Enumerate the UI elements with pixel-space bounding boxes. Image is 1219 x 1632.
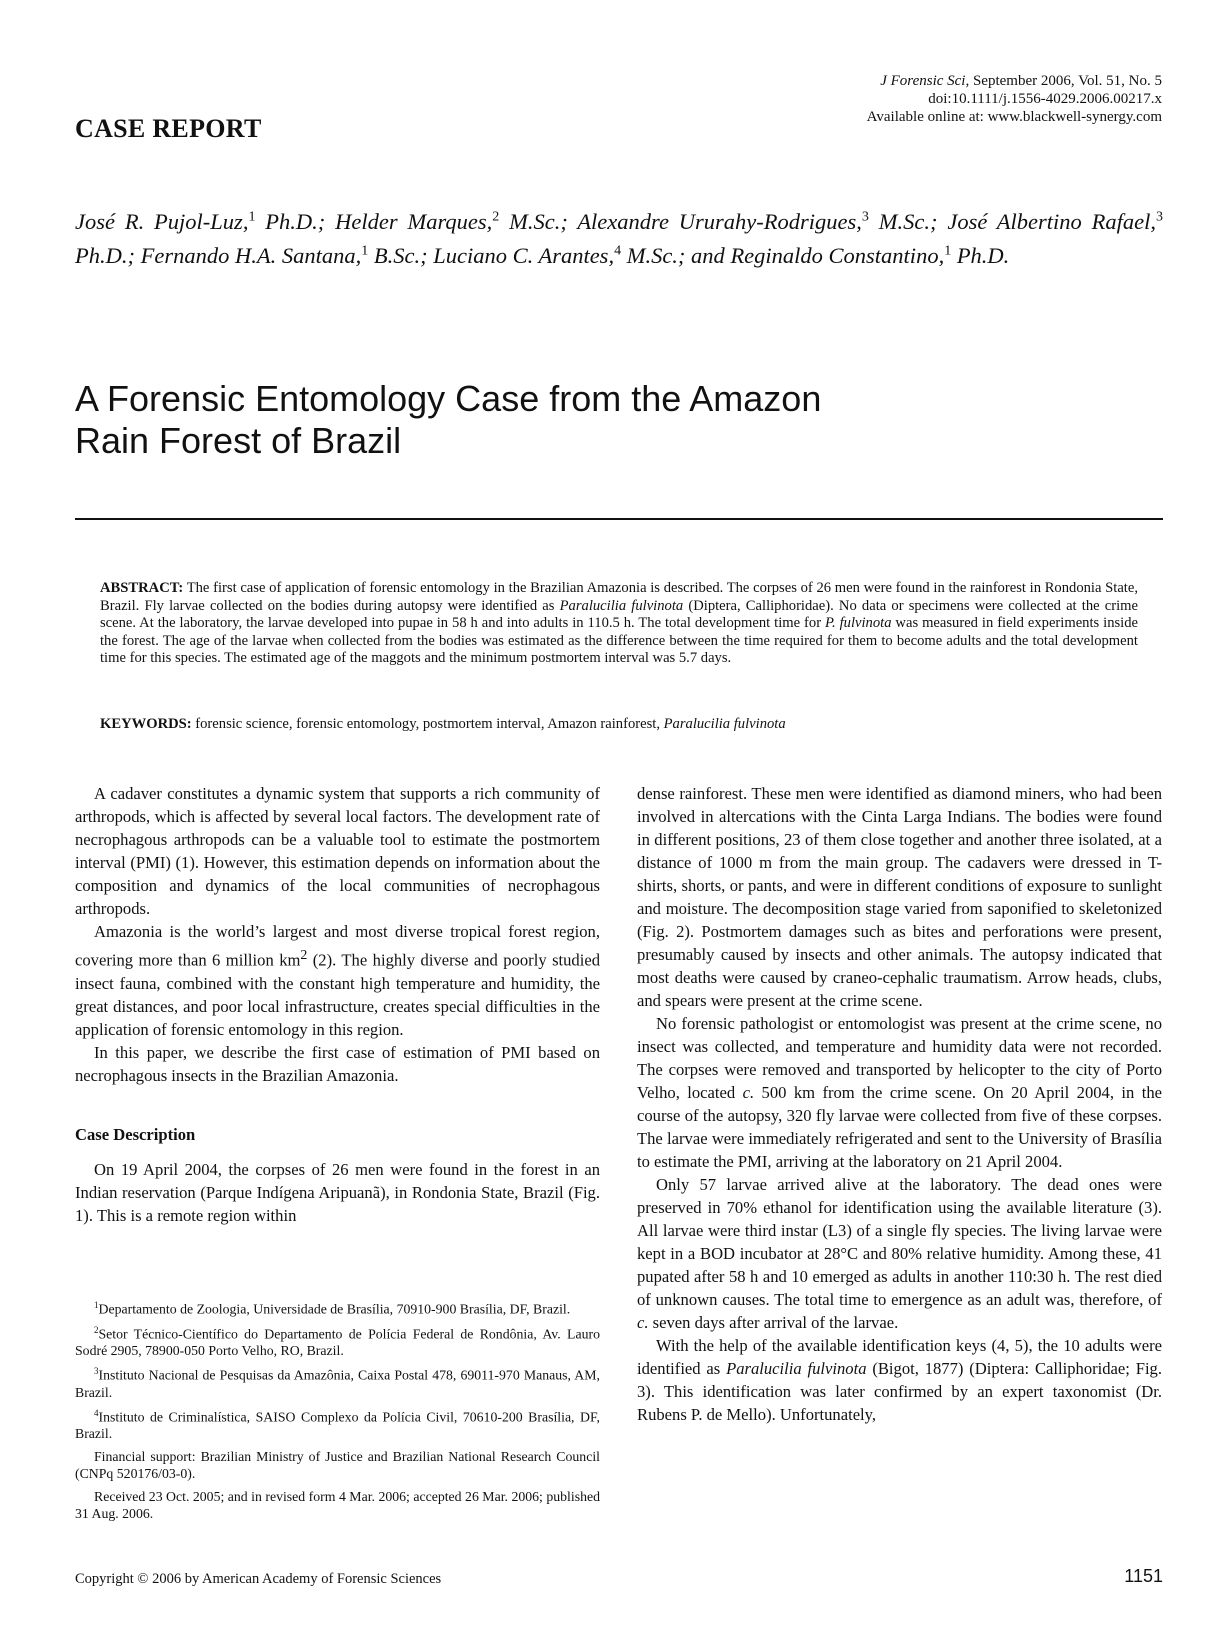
journal-issue: September 2006, Vol. 51, No. 5 [972,73,1162,89]
right-column [637,782,1162,1426]
left-column [75,782,600,1227]
author-list [75,202,1163,271]
title-line-1: A Forensic Entomology Case from the Amazon [75,378,822,419]
species-name: Paralucilia fulvinota [663,716,786,732]
author: Helder Marques,$^2$ M.Sc.; [335,208,578,234]
paragraph: On 19 April 2004, the corpses of 26 men were found in the forest in an Indian reservation (Parque Indígena Aripuanã), in Rondonia State, Brazil (Fig. 1). This is a remote region within [75,1159,600,1225]
author: Alexandre Ururahy-Rodrigues,$^3$ M.Sc.; [577,208,948,234]
funding-note: Financial support: Brazilian Ministry of Justice and Brazilian National Research Council (CNPq 520176/03-0). [75,1449,600,1482]
paragraph: With the help of the available identification keys (4, 5), the 10 adults were identified as Paralucilia fulvinota (Bigot, 1877) (Diptera: Calliphoridae; Fig. 3). This identification was later confirmed by an expert taxonomist (Dr. Rubens P. de Mello). Unfortunately, [637,1336,1163,1424]
footnote: $^3$Instituto Nacional de Pesquisas da Amazônia, Caixa Postal 478, 69011-970 Manaus, AM, Brazil. [75,1366,600,1400]
journal-name: J Forensic Sci, [880,73,970,89]
journal-meta [602,72,1162,126]
abstract-label: ABSTRACT: [100,580,184,596]
abstract: ABSTRACT: The first case of application of forensic entomology in the Brazilian Amazonia is described. The corpses of 26 men were found in the rainforest in Rondonia State, Brazil. Fly larvae collected on the bodies during autopsy were identified as Paralucilia fulvinota (Diptera, Calliphoridae). No data or specimens were collected at the crime scene. At the laboratory, the larvae developed into pupae in 58 h and into adults in 110.5 h. The total development time for P. fulvinota was measured in field experiments inside the forest. The age of the larvae when collected from the bodies was estimated as the difference between the time required for them to become adults and the total development time for this species. The estimated age of the maggots and the minimum postmortem interval was 5.7 days. [100,580,1139,667]
species-name: Paralucilia fulvinota [559,597,684,614]
paragraph: Only 57 larvae arrived alive at the laboratory. The dead ones were preserved in 70% ethanol for identification using the available literature (3). All larvae were third instar (L3) of a single fly species. The living larvae were kept in a BOD incubator at 28°C and 80% relative humidity. Among these, 41 pupated after 58 h and 10 emerged as adults in another 110:30 h. The rest died of unknown causes. The total time to emergence as an adult was, therefore, of c. seven days after arrival of the larvae. [637,1175,1162,1332]
author: José Albertino Rafael,$^3$ Ph.D.; [75,208,1163,268]
footnote: $^4$Instituto de Criminalística, SAISO Complexo da Polícia Civil, 70610-200 Brasília, DF, Brazil. [75,1407,600,1442]
copyright: Copyright © 2006 by American Academy of Forensic Sciences [75,1571,442,1587]
author: Luciano C. Arantes,$^4$ M.Sc.; and [433,243,731,268]
author: Reginaldo Constantino,$^1$ Ph.D. [730,243,1010,268]
received-dates: Received 23 Oct. 2005; and in revised form 4 Mar. 2006; accepted 26 Mar. 2006; published 31 Aug. 2006. [75,1489,600,1522]
paragraph: Amazonia is the world’s largest and most diverse tropical forest region, covering more than 6 million $km^2$ (2). The highly diverse and poorly studied insect fauna, combined with the constant high temperature and humidity, the great distances, and poor local infrastructure, creates special difficulties in the application of forensic entomology in this region. [75,922,601,1039]
paragraph: dense rainforest. These men were identified as diamond miners, who had been involved in altercations with the Cinta Larga Indians. The bodies were found in different positions, 23 of them close together and another three isolated, at a distance of 1000 m from the main group. The cadavers were dressed in T-shirts, shorts, or pants, and were in different conditions of exposure to sunlight and moisture. The decomposition stage varied from saponified to skeletonized (Fig. 2). Postmortem damages such as bites and perforations were present, presumably caused by insects and other animals. The autopsy indicated that most deaths were caused by craneo-cephalic traumatism. Arrow heads, clubs, and spears were present at the crime scene. [637,784,1162,1010]
title-divider [75,518,1163,520]
available-online[interactable]: Available online at: www.blackwell-synergy.com [866,109,1162,125]
section-label: CASE REPORT [75,114,262,143]
footnote: $^1$Departamento de Zoologia, Universidade de Brasília, 70910-900 Brasília, DF, Brazil. [94,1300,571,1317]
footnote: $^2$Setor Técnico-Científico do Departamento de Polícia Federal de Rondônia, Av. Lauro Sodré 2905, 78900-050 Porto Velho, RO, Brazil. [75,1324,600,1359]
paragraph: In this paper, we describe the first case of estimation of PMI based on necrophagous insects in the Brazilian Amazonia. [75,1042,600,1085]
species-name: P. fulvinota [825,615,892,632]
author: José R. Pujol-Luz,$^1$ Ph.D.; [75,208,336,234]
paper-title [75,378,975,462]
paragraph: No forensic pathologist or entomologist was present at the crime scene, no insect was collected, and temperature and humidity data were not recorded. The corpses were removed and transported by helicopter to the city of Porto Velho, located c. 500 km from the crime scene. On 20 April 2004, in the course of the autopsy, 320 fly larvae were collected from five of these corpses. The larvae were immediately refrigerated and sent to the University of Brasília to estimate the PMI, arriving at the laboratory on 21 April 2004. [637,1014,1162,1171]
section-heading: Case Description [75,1124,196,1144]
journal-citation [602,72,1162,90]
species-name: Paralucilia fulvinota [726,1359,867,1378]
keywords-label: KEYWORDS: [100,716,192,732]
doi[interactable]: doi:10.1111/j.1556-4029.2006.00217.x [928,91,1162,107]
title-line-2: Rain Forest of Brazil [75,420,402,461]
paragraph: A cadaver constitutes a dynamic system that supports a rich community of arthropods, which is affected by several local factors. The development rate of necrophagous arthropods can be a valuable tool to estimate the postmortem interval (PMI) (1). However, this estimation depends on information about the composition and dynamics of the local communities of necrophagous arthropods. [75,784,600,918]
page-number: 1151 [1124,1566,1163,1586]
keywords: KEYWORDS: forensic science, forensic entomology, postmortem interval, Amazon rainforest, Paralucilia fulvinota [100,716,786,732]
footnotes [75,1297,600,1526]
author: Fernando H.A. Santana,$^1$ B.Sc.; [140,243,434,268]
